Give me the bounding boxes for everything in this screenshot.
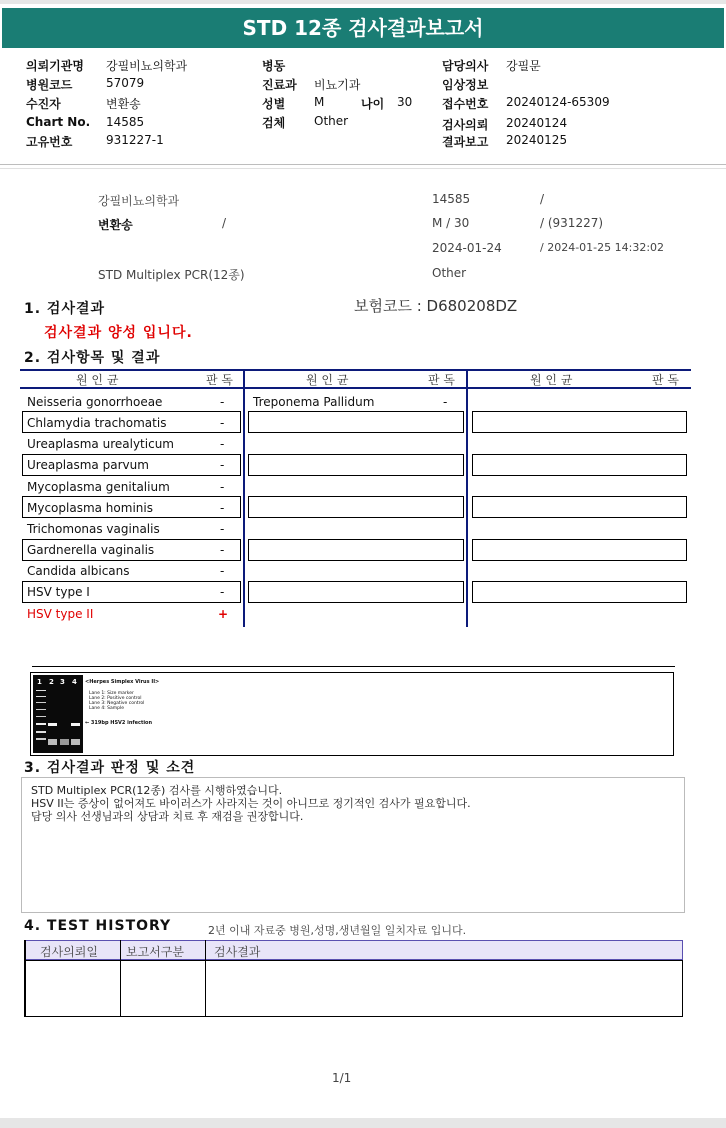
info-report-datetime: / 2024-01-25 14:32:02 (540, 241, 665, 254)
history-col-divider-1 (120, 940, 121, 1017)
info-chart: 14585 (432, 192, 471, 206)
patient-label: 수진자 (26, 97, 61, 111)
lane-label: 4 (72, 678, 77, 686)
pathogen-name: HSV type I (27, 585, 90, 599)
lane-label: 2 (49, 678, 54, 686)
pathogen-name: Ureaplasma urealyticum (27, 437, 174, 451)
gel-legend-item: Lane 4: Sample (89, 706, 124, 711)
pathogen-name-positive: HSV type II (27, 607, 94, 621)
comment-line: HSV II는 증상이 없어져도 바이러스가 사라지는 것이 아니므로 정기적인 검사가 필요합니다. (31, 797, 471, 810)
header-divider-shadow (0, 168, 726, 169)
request-label: 검사의뢰 (442, 118, 489, 132)
info-sex-age: M / 30 (432, 216, 470, 230)
info-birth: / (931227) (540, 216, 604, 230)
row-box (248, 496, 464, 518)
pathogen-name: Candida albicans (27, 564, 130, 578)
overall-result: 검사결과 양성 입니다. (44, 325, 193, 341)
pathogen-name: Trichomonas vaginalis (27, 522, 160, 536)
history-body (24, 960, 683, 1017)
header-judgment-2: 판 독 (428, 373, 455, 387)
history-note: 2년 이내 자료중 병원,성명,생년월일 일치자료 입니다. (208, 924, 467, 937)
row-box (248, 454, 464, 476)
receipt-value: 20240124-65309 (506, 95, 610, 109)
gel-legend-item: Lane 3: Negative control (89, 701, 145, 706)
info-name-slash: / (222, 216, 227, 230)
sex-label: 성별 (262, 97, 286, 111)
ladder-band (36, 731, 46, 733)
pathogen-result: - (220, 522, 225, 536)
bottom-strip (0, 1118, 726, 1128)
receipt-label: 접수번호 (442, 97, 489, 111)
row-box (472, 411, 687, 433)
gel-legend-item: Lane 1: Size marker (89, 691, 134, 696)
pathogen-result: - (220, 543, 225, 557)
pathogen-name: Mycoplasma hominis (27, 501, 153, 515)
pathogen-result: - (220, 458, 225, 472)
page-number: 1/1 (332, 1071, 352, 1085)
report-value: 20240125 (506, 133, 568, 147)
comment-line: STD Multiplex PCR(12종) 검사를 시행하였습니다. (31, 784, 283, 797)
pathogen-result-positive: + (218, 607, 229, 621)
pathogen-result: - (220, 564, 225, 578)
comment-line: 담당 의사 선생님과의 상담과 치료 후 재검을 권장합니다. (31, 810, 304, 823)
table-header-rule (20, 387, 691, 389)
lane-label: 1 (37, 678, 42, 686)
pathogen-name: Ureaplasma parvum (27, 458, 149, 472)
ladder-band (36, 702, 46, 703)
doctor-value: 강필문 (506, 59, 541, 73)
header-pathogen-1: 원 인 균 (76, 373, 119, 387)
row-box (472, 539, 687, 561)
request-value: 20240124 (506, 116, 568, 130)
history-header (24, 940, 683, 960)
pathogen-result: - (220, 501, 225, 515)
primer-band (48, 739, 57, 745)
lane-label: 3 (60, 678, 65, 686)
ladder-band (36, 723, 46, 725)
chart-label: Chart No. (26, 115, 91, 129)
pathogen-result: - (220, 480, 225, 494)
header-pathogen-3: 원 인 균 (530, 373, 573, 387)
comment-box (21, 777, 685, 913)
pathogen-name: Chlamydia trachomatis (27, 416, 167, 430)
pathogen-name: Mycoplasma genitalium (27, 480, 170, 494)
pathogen-name: Treponema Pallidum (253, 395, 375, 409)
ladder-band (36, 696, 46, 697)
institution-label: 의뢰기관명 (26, 59, 84, 73)
doctor-label: 담당의사 (442, 59, 489, 73)
patient-value: 변환송 (106, 97, 141, 111)
gel-figure (30, 672, 674, 756)
report-title: STD 12종 검사결과보고서 (2, 8, 724, 48)
section2-title: 2. 검사항목 및 결과 (24, 350, 161, 366)
dept-label: 진료과 (262, 78, 297, 92)
header-judgment-1: 판 독 (206, 373, 233, 387)
specimen-value: Other (314, 114, 349, 128)
specimen-label: 검체 (262, 116, 286, 130)
info-name: 변환송 (98, 218, 133, 232)
row-box (248, 581, 464, 603)
primer-band (71, 739, 80, 745)
row-box (248, 411, 464, 433)
sex-value: M (314, 95, 325, 109)
info-specimen: Other (432, 266, 467, 280)
age-value: 30 (397, 95, 413, 109)
pathogen-result: - (220, 416, 225, 430)
section1-title: 1. 검사결과 (24, 301, 106, 317)
unique-label: 고유번호 (26, 135, 73, 149)
header-pathogen-2: 원 인 균 (306, 373, 349, 387)
hospital-code-label: 병원코드 (26, 78, 73, 92)
gel-title: <Herpes Simplex Virus II> (85, 679, 160, 685)
pathogen-result: - (220, 585, 225, 599)
sample-band (71, 723, 80, 726)
section4-title: 4. TEST HISTORY (24, 918, 172, 934)
gel-legend-item: Lane 2: Positive control (89, 696, 142, 701)
gel-image (33, 675, 83, 753)
positive-control-band (48, 723, 57, 726)
unique-value: 931227-1 (106, 133, 164, 147)
gel-band-label: ← 319bp HSV2 infection (85, 720, 153, 726)
history-left-border (24, 940, 26, 1017)
table-top-rule (20, 369, 691, 371)
gel-legend (89, 691, 144, 711)
header-divider (0, 164, 726, 165)
info-request-date: 2024-01-24 (432, 241, 502, 255)
ward-label: 병동 (262, 59, 286, 73)
top-strip (0, 0, 726, 4)
table-divider-2 (466, 369, 468, 627)
row-box (472, 454, 687, 476)
ladder-band (36, 716, 46, 717)
insurance-code: 보험코드 : D680208DZ (354, 297, 518, 315)
history-col-result: 검사결과 (214, 945, 261, 959)
institution-row (26, 57, 84, 74)
info-slash: / (540, 192, 545, 206)
hospital-code-value: 57079 (106, 76, 145, 90)
ladder-band (36, 709, 46, 710)
pathogen-result: - (220, 395, 225, 409)
pathogen-result: - (443, 395, 448, 409)
pathogen-name: Neisseria gonorrhoeae (27, 395, 163, 409)
table-divider-1 (243, 369, 245, 627)
row-box (472, 496, 687, 518)
history-col-divider-2 (205, 940, 206, 1017)
row-box (248, 539, 464, 561)
info-clinic: 강필비뇨의학과 (98, 194, 180, 208)
report-label: 결과보고 (442, 135, 489, 149)
section3-title: 3. 검사결과 판정 및 소견 (24, 760, 196, 776)
dept-value: 비뇨기과 (314, 78, 361, 92)
ladder-band (36, 690, 46, 691)
history-col-date: 검사의뢰일 (40, 945, 98, 959)
info-test-name: STD Multiplex PCR(12종) (98, 268, 245, 282)
chart-value: 14585 (106, 115, 145, 129)
pathogen-result: - (220, 437, 225, 451)
history-col-type: 보고서구분 (126, 945, 184, 959)
row-box (472, 581, 687, 603)
primer-band (60, 739, 69, 745)
institution-value: 강필비뇨의학과 (106, 59, 188, 73)
gel-top-rule (32, 666, 675, 667)
age-label: 나이 (361, 97, 385, 111)
clinical-label: 임상정보 (442, 78, 489, 92)
ladder-band (36, 738, 46, 740)
header-judgment-3: 판 독 (652, 373, 679, 387)
pathogen-name: Gardnerella vaginalis (27, 543, 155, 557)
